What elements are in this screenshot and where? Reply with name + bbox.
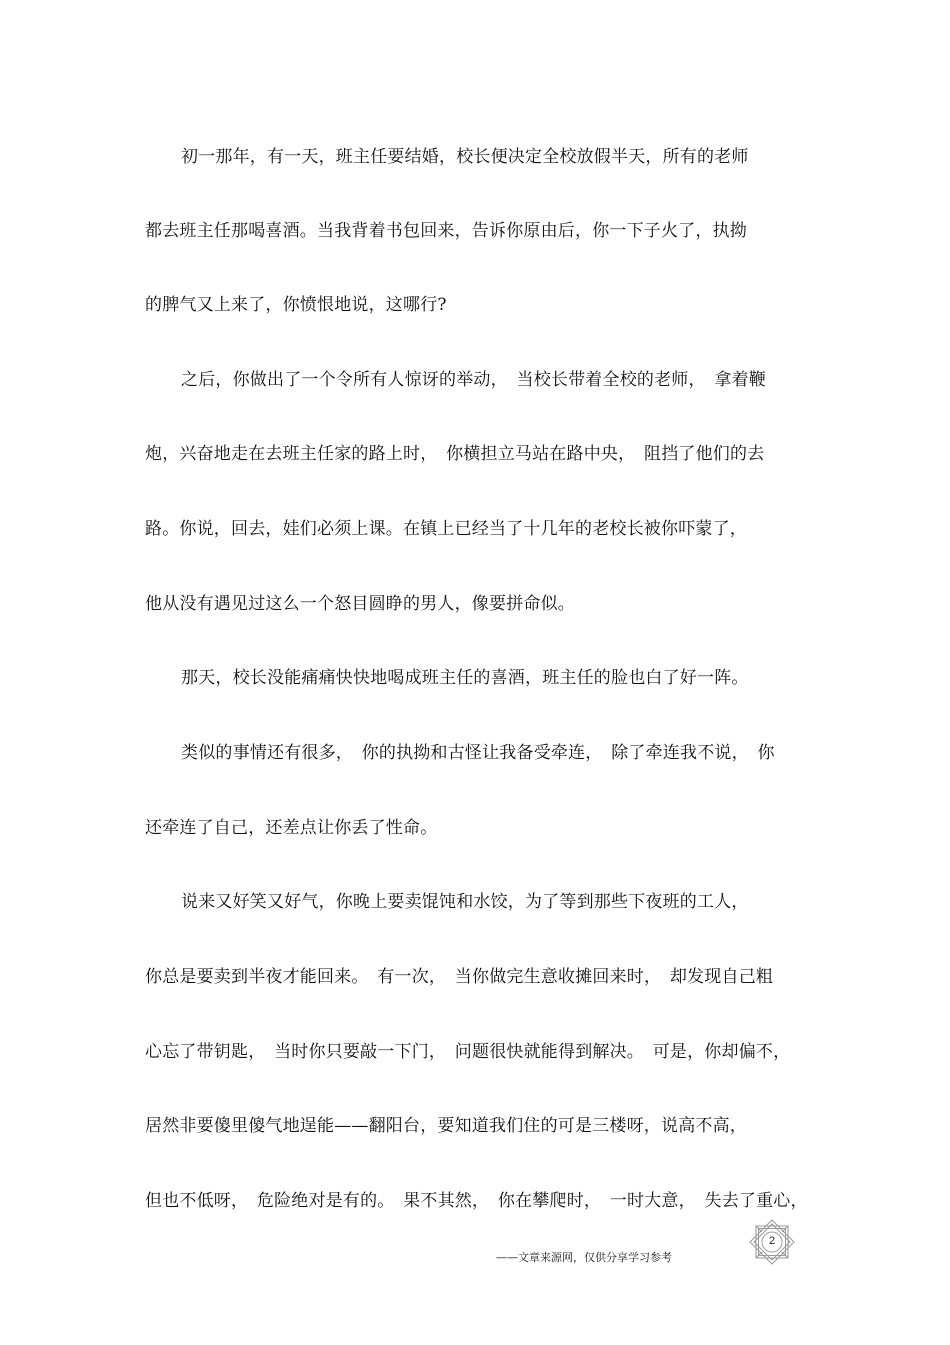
paragraph-line: 炮，兴奋地走在去班主任家的路上时， 你横担立马站在路中央， 阻挡了他们的去 [145, 444, 765, 464]
paragraph-line: 初一那年，有一天，班主任要结婚，校长便决定全校放假半天，所有的老师 [181, 147, 749, 167]
paragraph-line: 路。你说，回去，娃们必须上课。在镇上已经当了十几年的老校长被你吓蒙了， [145, 519, 747, 539]
page-number-badge [748, 1218, 796, 1266]
paragraph-line: 心忘了带钥匙， 当时你只要敲一下门， 问题很快就能得到解决。 可是，你却偏不， [145, 1042, 791, 1062]
paragraph-line: 你总是要卖到半夜才能回来。 有一次， 当你做完生意收摊回来时， 却发现自己粗 [145, 967, 774, 987]
footer-source-note: ——文章来源网，仅供分享学习参考 [496, 1251, 672, 1264]
paragraph-line: 他从没有遇见过这么一个怒目圆睁的男人，像要拼命似。 [145, 594, 575, 614]
paragraph-line: 都去班主任那喝喜酒。当我背着书包回来，告诉你原由后，你一下子火了，执拗 [145, 221, 747, 241]
page-number: 2 [768, 1235, 776, 1247]
paragraph-line: 类似的事情还有很多， 你的执拗和古怪让我备受牵连， 除了牵连我不说， 你 [181, 743, 775, 763]
paragraph-line: 的脾气又上来了，你愤恨地说，这哪行? [145, 295, 447, 315]
paragraph-line: 居然非要傻里傻气地逞能——翻阳台，要知道我们住的可是三楼呀，说高不高， [145, 1116, 747, 1136]
paragraph-line: 之后，你做出了一个令所有人惊讶的举动， 当校长带着全校的老师， 拿着鞭 [181, 370, 766, 390]
paragraph-line: 那天，校长没能痛痛快快地喝成班主任的喜酒，班主任的脸也白了好一阵。 [181, 668, 749, 688]
paragraph-line: 还牵连了自己，还差点让你丢了性命。 [145, 818, 438, 838]
paragraph-line: 说来又好笑又好气，你晚上要卖馄饨和水饺，为了等到那些下夜班的工人， [181, 892, 749, 912]
paragraph-line: 但也不低呀， 危险绝对是有的。 果不其然， 你在攀爬时， 一时大意， 失去了重心， [145, 1191, 808, 1211]
